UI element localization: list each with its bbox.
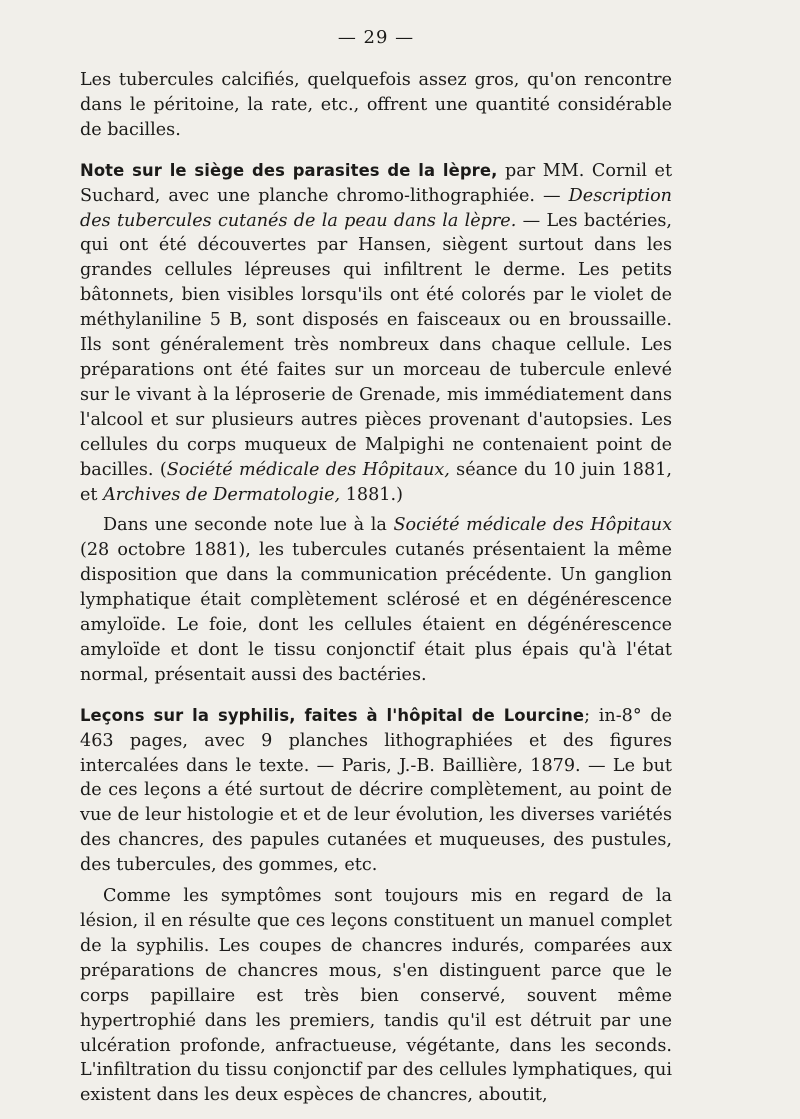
paragraph-start: Dans une seconde note lue à la: [103, 515, 394, 536]
article-authors: par MM. Cornil et Suchard, avec une planche chromo-lithographiée. —: [80, 160, 673, 206]
source-societe: Société médicale des Hôpitaux,: [166, 459, 450, 480]
paragraph-symptomes: [80, 884, 672, 1108]
paragraph-text: Les tubercules calcifiés, quelquefois assez gros, qu'on rencontre dans le péritoine, la rate, etc., offrent une quantité considérable de bacilles.: [80, 70, 672, 140]
source-archives: Archives de Dermatologie,: [103, 484, 341, 505]
paragraph-gap: [80, 143, 672, 159]
paragraph-syphilis: [80, 704, 672, 878]
paragraph-seconde-note: [80, 513, 672, 687]
source-between: séance du 10 juin 1881, et: [80, 459, 672, 505]
source-societe-2: Société médicale des Hôpitaux: [393, 515, 672, 536]
paragraph-text: Comme les symptômes sont toujours mis en regard de la lésion, il en résulte que ces leçons constituent un manuel complet de la syphilis. Les coupes de chancres indurés, comparées aux préparations de chancres mous, s'en distinguent parce que le corps papillaire est très bien conservé, souvent même hypertrophié dans les premiers, tandis qu'il est détruit par une ulcération profonde, anfractueuse, végétante, dans les seconds. L'infiltration du tissu conjonctif par des cellules lymphatiques, qui existent dans les deux espèces de chancres, aboutit,: [80, 886, 672, 1106]
paragraph-rest: (28 octobre 1881), les tubercules cutanés présentaient la même disposition que dans la communication précédente. Un ganglion lymphatique était complètement sclérosé et en dégénérescence amyloïde. Le foie, dont les cellules étaient en dégénérescence amyloïde et dont le tissu conjonctif était plus épais qu'à l'état normal, présentait aussi des bactéries.: [80, 540, 672, 685]
paragraph-gap: [80, 688, 672, 704]
article-body-syphilis: ; in-8° de 463 pages, avec 9 planches lithographiées et des figures intercalées dans le texte. — Paris, J.-B. Baillière, 1879. — Le but de ces leçons a été surtout de décrire complètement, au point de vue de leur histologie et et de leur évolution, les diverses variétés des chancres, des papules cutanées et muqueuses, des pustules, des tubercules, des gommes, etc.: [80, 705, 673, 876]
document-page: [80, 24, 672, 1104]
article-body: — Les bactéries, qui ont été découvertes par Hansen, siègent surtout dans les grandes cellules lépreuses qui infiltrent le derme. Les petits bâtonnets, bien visibles lorsqu'ils ont été colorés par le violet de méthylaniline 5 B, sont disposés en faisceaux ou en broussaille. Ils sont généralement très nombreux dans chaque cellule. Les préparations ont été faites sur un morceau de tubercule enlevé sur le vivant à la léproserie de Grenade, mis immédiatement dans l'alcool et sur plusieurs autres pièces provenant d'autopsies. Les cellules du corps muqueux de Malpighi ne contenaient point de bacilles. (: [80, 210, 673, 480]
article-title-lepre: Note sur le siège des parasites de la lèpre,: [80, 160, 498, 180]
source-end: 1881.): [340, 484, 403, 505]
paragraph-tubercules: [80, 68, 672, 143]
article-subtitle: Description des tubercules cutanés de la peau dans la lèpre.: [80, 185, 672, 231]
article-title-syphilis: Leçons sur la syphilis, faites à l'hôpital de Lourcine: [80, 705, 585, 725]
paragraph-lepre: [80, 159, 672, 508]
page-number: — 29 —: [337, 27, 415, 48]
